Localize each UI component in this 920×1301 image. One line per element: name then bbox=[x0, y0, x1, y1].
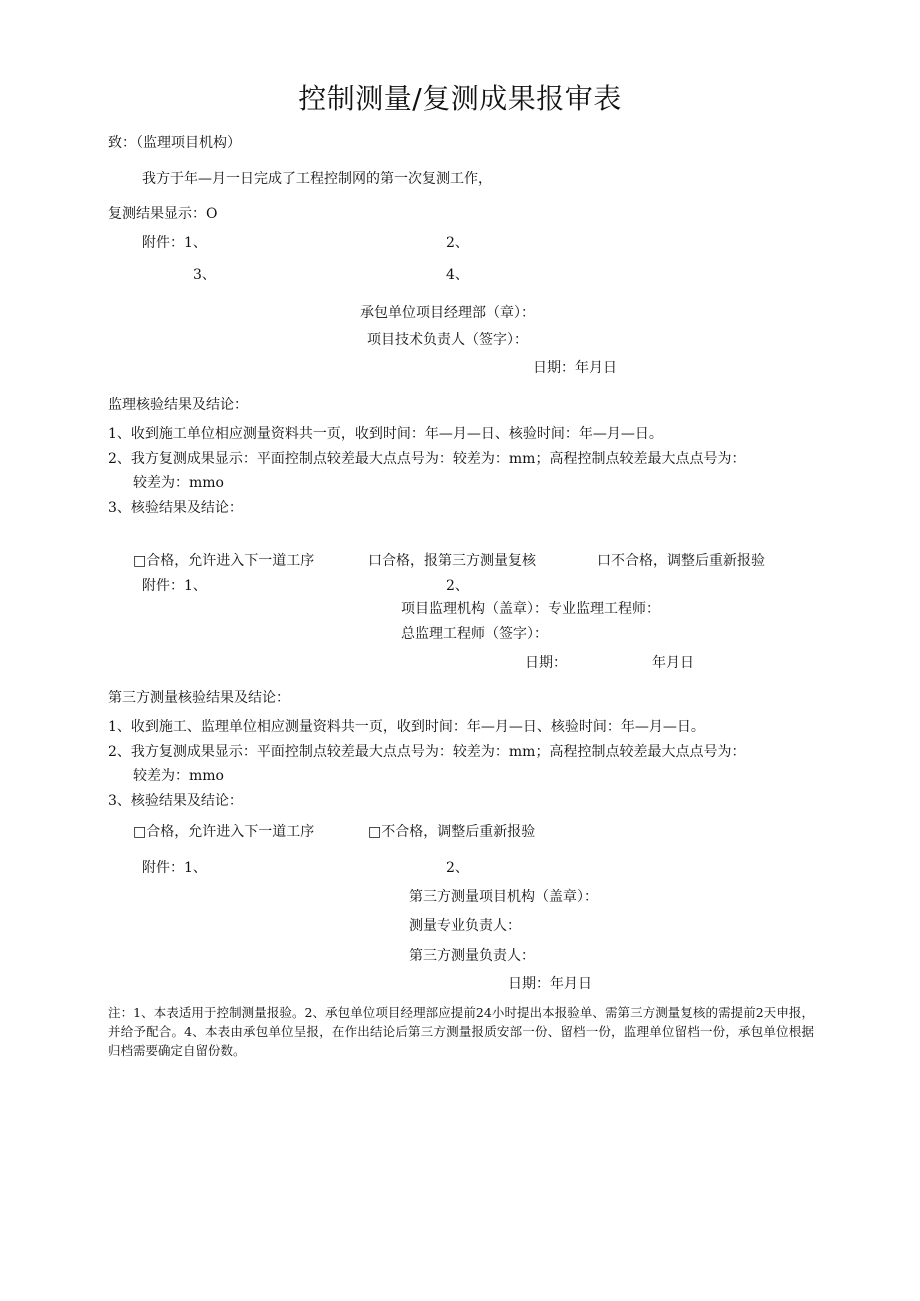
supervision-date-value: 年月日 bbox=[652, 655, 694, 671]
attachment-2: 2、 bbox=[446, 235, 469, 251]
contractor-date: 日期：年月日 bbox=[533, 360, 617, 376]
third-party-item-2-cont: 较差为：mmo bbox=[133, 768, 224, 784]
attachment-4: 4、 bbox=[446, 267, 469, 283]
supervision-heading: 监理核验结果及结论： bbox=[108, 397, 248, 413]
attachment-1: 附件：1、 bbox=[142, 235, 207, 251]
third-party-item-1: 1、收到施工、监理单位相应测量资料共一页，收到时间：年—月—日、核验时间：年—月—日。 bbox=[108, 719, 705, 735]
contractor-dept-seal: 承包单位项目经理部（章）： bbox=[360, 305, 535, 321]
third-party-option-fail: □不合格，调整后重新报验 bbox=[368, 824, 536, 840]
third-party-item-2: 2、我方复测成果显示：平面控制点较差最大点点号为：较差为：mm；高程控制点较差最大点点号为： bbox=[108, 744, 746, 760]
attachment-3: 3、 bbox=[193, 267, 216, 283]
footnote: 注：1、本表适用于控制测量报验。2、承包单位项目经理部应提前24小时提出本报验单、需第三方测量复核的需提前2天申报，并给予配合。4、本表由承包单位呈报，在作出结论后第三方测量报质安部一份、留档一份，监理单位留档一份，承包单位根据归档需要确定自留份数。 bbox=[108, 1005, 814, 1058]
supervision-item-1: 1、收到施工单位相应测量资料共一页，收到时间：年—月—日、核验时间：年—月—日。 bbox=[108, 426, 663, 442]
tech-lead-signature: 项目技术负责人（签字）： bbox=[367, 332, 528, 348]
third-party-attachment-2: 2、 bbox=[446, 860, 469, 876]
form-title: 控制测量/复测成果报审表 bbox=[298, 82, 622, 115]
survey-specialist: 测量专业负责人： bbox=[409, 918, 521, 934]
chief-engineer-signature: 总监理工程师（签字）： bbox=[401, 626, 548, 642]
third-party-attachment-1: 附件：1、 bbox=[142, 860, 207, 876]
supervision-org-seal: 项目监理机构（盖章）：专业监理工程师： bbox=[401, 601, 660, 617]
third-party-item-3: 3、核验结果及结论： bbox=[108, 793, 243, 809]
result-text: 复测结果显示：O bbox=[108, 206, 218, 222]
supervision-item-3: 3、核验结果及结论： bbox=[108, 500, 243, 516]
third-party-org-seal: 第三方测量项目机构（盖章）： bbox=[409, 889, 598, 905]
third-party-option-pass: □合格，允许进入下一道工序 bbox=[133, 824, 315, 840]
addressee: 致：（监理项目机构） bbox=[108, 135, 241, 151]
supervision-option-third-party: 口合格，报第三方测量复核 bbox=[368, 553, 536, 569]
supervision-attachment-1: 附件：1、 bbox=[142, 578, 207, 594]
supervision-item-2: 2、我方复测成果显示：平面控制点较差最大点点号为：较差为：mm；高程控制点较差最大点点号为： bbox=[108, 451, 746, 467]
third-party-lead: 第三方测量负责人： bbox=[409, 948, 535, 964]
supervision-attachment-2: 2、 bbox=[446, 578, 469, 594]
supervision-option-fail: 口不合格，调整后重新报验 bbox=[597, 553, 765, 569]
supervision-option-pass: □合格，允许进入下一道工序 bbox=[133, 553, 315, 569]
intro-text: 我方于年—月一日完成了工程控制网的第一次复测工作， bbox=[142, 171, 492, 187]
supervision-date-label: 日期： bbox=[525, 655, 567, 671]
third-party-date: 日期：年月日 bbox=[508, 976, 592, 992]
supervision-item-2-cont: 较差为：mmo bbox=[133, 475, 224, 491]
third-party-heading: 第三方测量核验结果及结论： bbox=[108, 690, 290, 706]
